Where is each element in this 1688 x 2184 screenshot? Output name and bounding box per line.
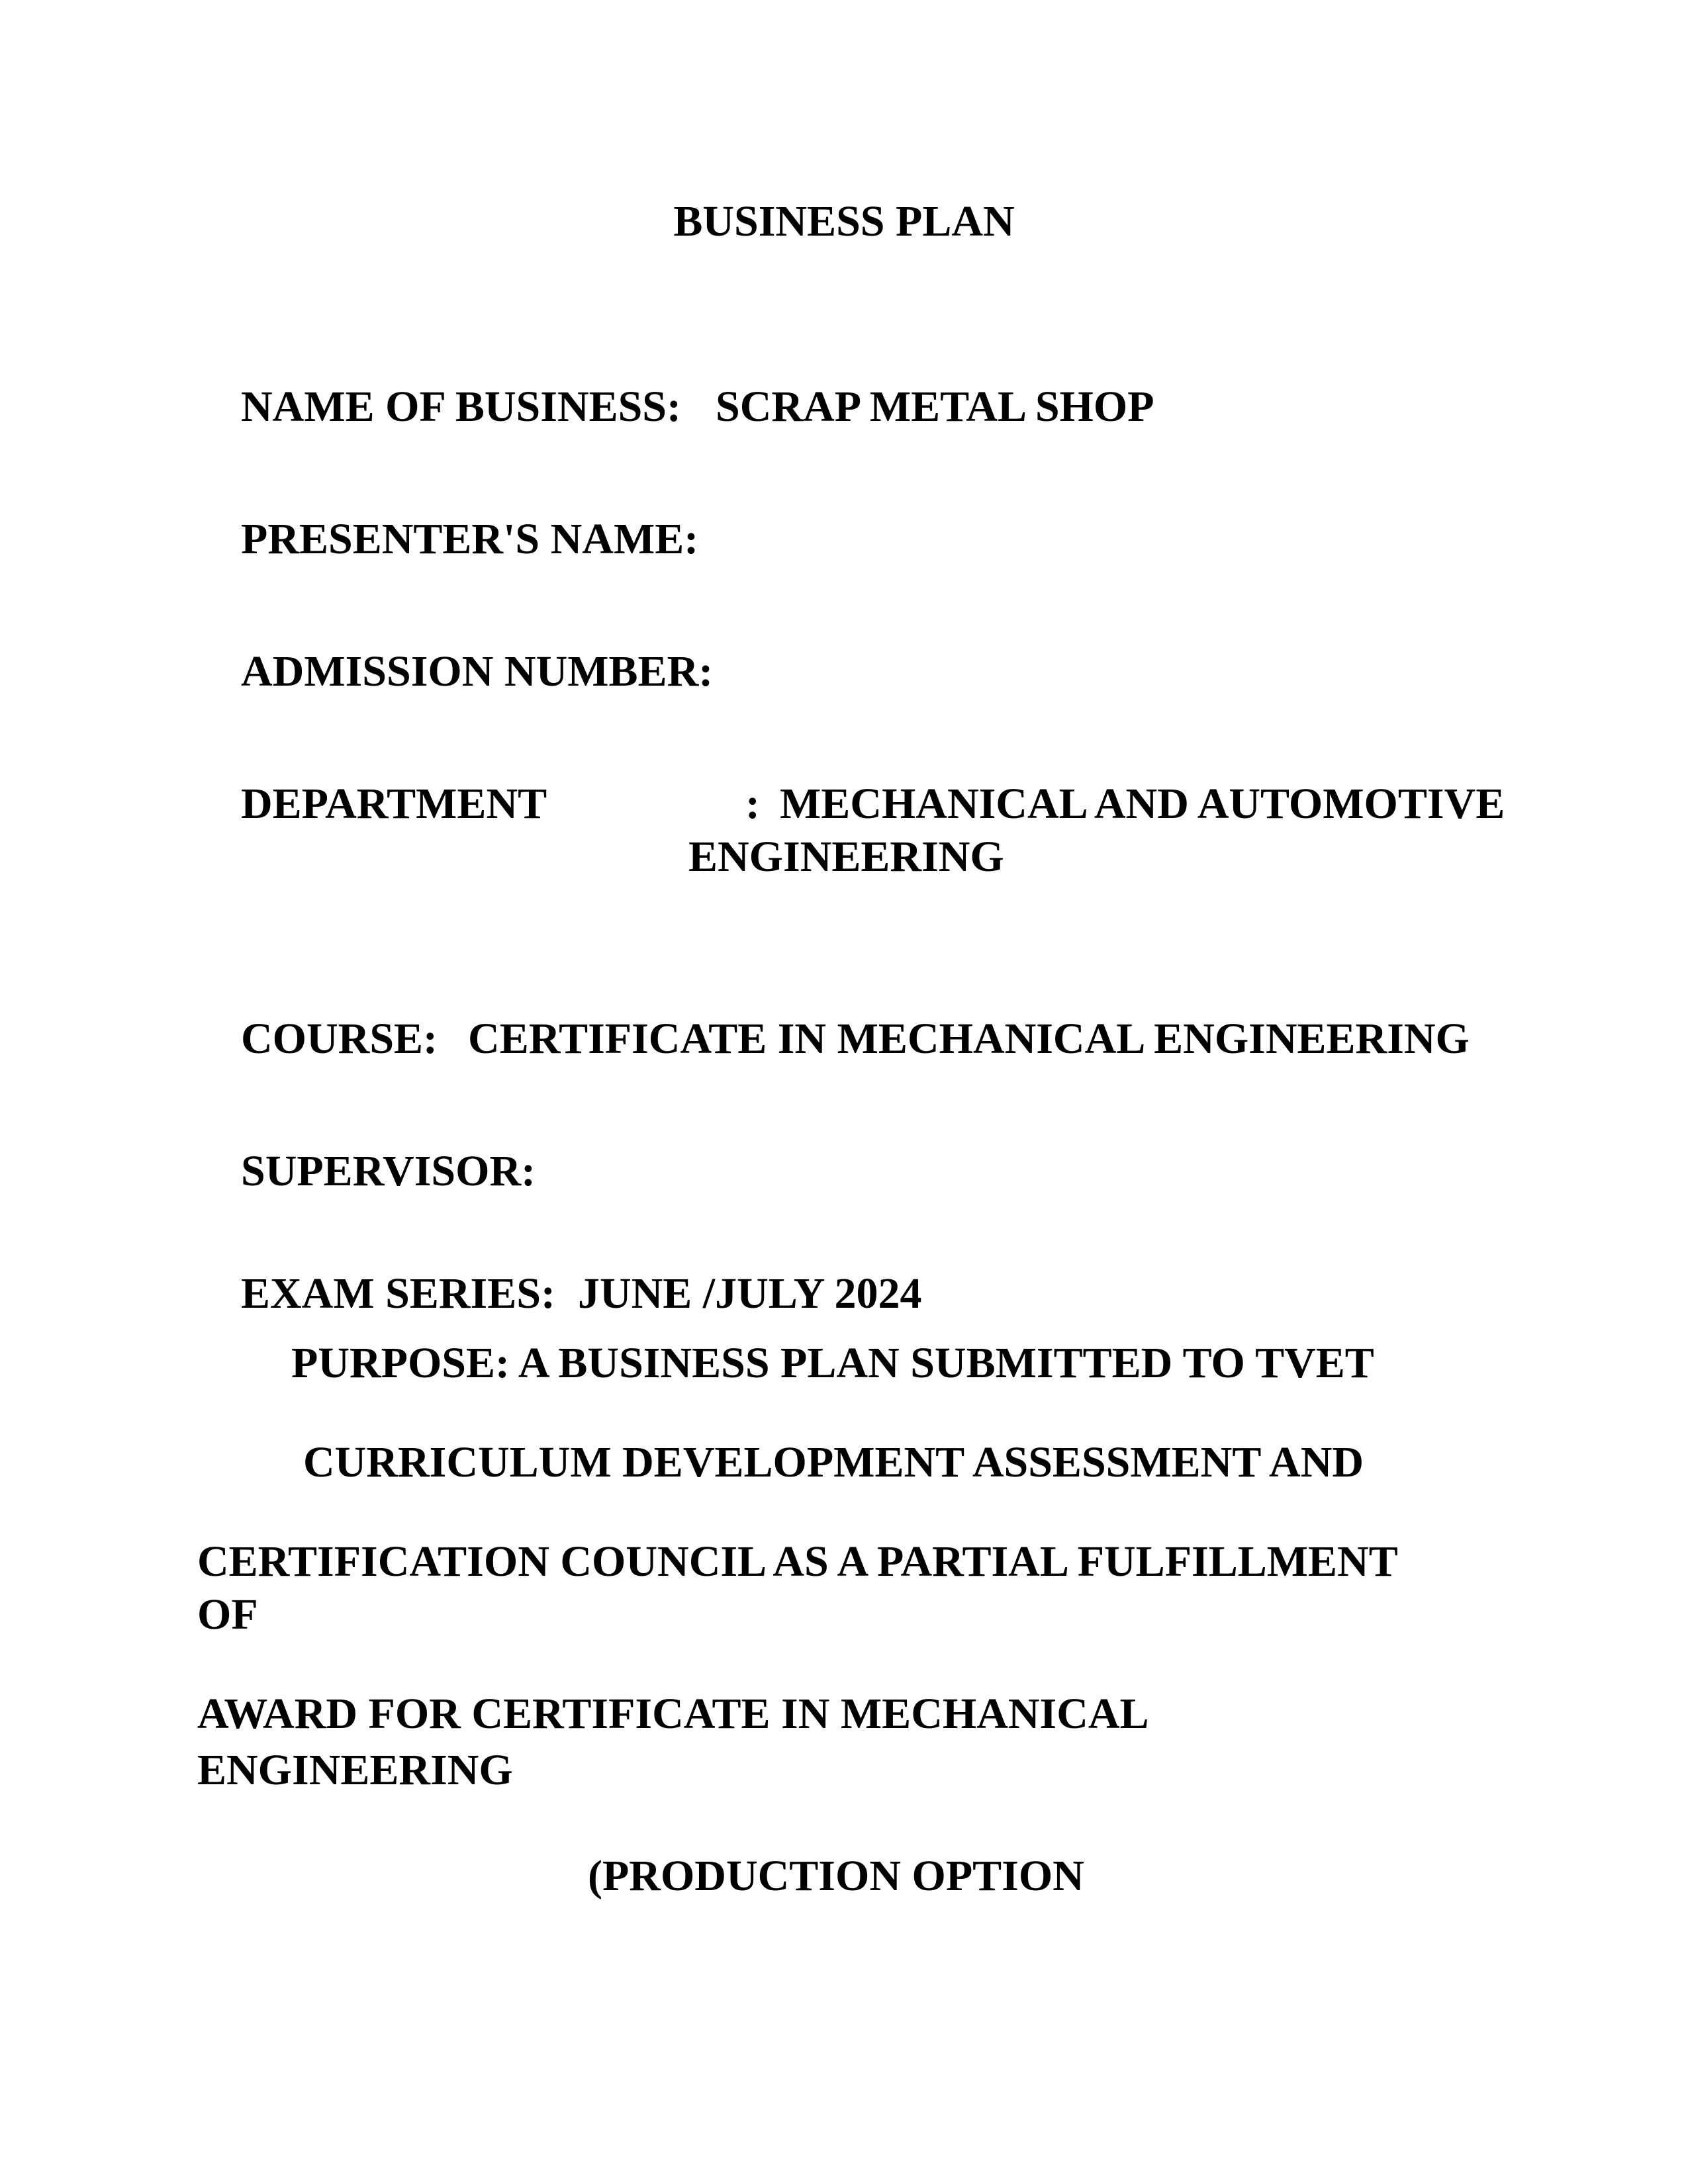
department-value-line1: MECHANICAL AND AUTOMOTIVE <box>779 780 1505 828</box>
course-label: COURSE: <box>241 1015 438 1063</box>
business-name-value: SCRAP METAL SHOP <box>716 383 1154 431</box>
exam-series-label: EXAM SERIES: <box>241 1269 555 1318</box>
department-label: DEPARTMENT <box>241 780 547 828</box>
purpose-line-5: (PRODUCTION OPTION <box>588 1852 1084 1900</box>
course-value: CERTIFICATE IN MECHANICAL ENGINEERING <box>468 1015 1470 1063</box>
department-value-line2: ENGINEERING <box>688 833 1004 881</box>
document-title: BUSINESS PLAN <box>673 197 1015 246</box>
presenter-name-label: PRESENTER'S NAME: <box>241 515 699 563</box>
department-separator: : <box>745 780 760 828</box>
business-name-label: NAME OF BUSINESS: <box>241 383 681 431</box>
purpose-line-4b: ENGINEERING <box>197 1746 513 1794</box>
purpose-line-1: PURPOSE: A BUSINESS PLAN SUBMITTED TO TVET <box>291 1339 1374 1387</box>
exam-series-value: JUNE /JULY 2024 <box>577 1269 922 1318</box>
purpose-line-4a: AWARD FOR CERTIFICATE IN MECHANICAL <box>197 1690 1149 1738</box>
supervisor-label: SUPERVISOR: <box>241 1147 536 1195</box>
department-row <box>197 725 547 884</box>
purpose-line-2: CURRICULUM DEVELOPMENT ASSESSMENT AND <box>303 1438 1364 1486</box>
purpose-line-3b: OF <box>197 1590 258 1639</box>
purpose-line-3a: CERTIFICATION COUNCIL AS A PARTIAL FULFILLMENT <box>197 1537 1398 1586</box>
admission-number-label: ADMISSION NUMBER: <box>241 647 714 696</box>
